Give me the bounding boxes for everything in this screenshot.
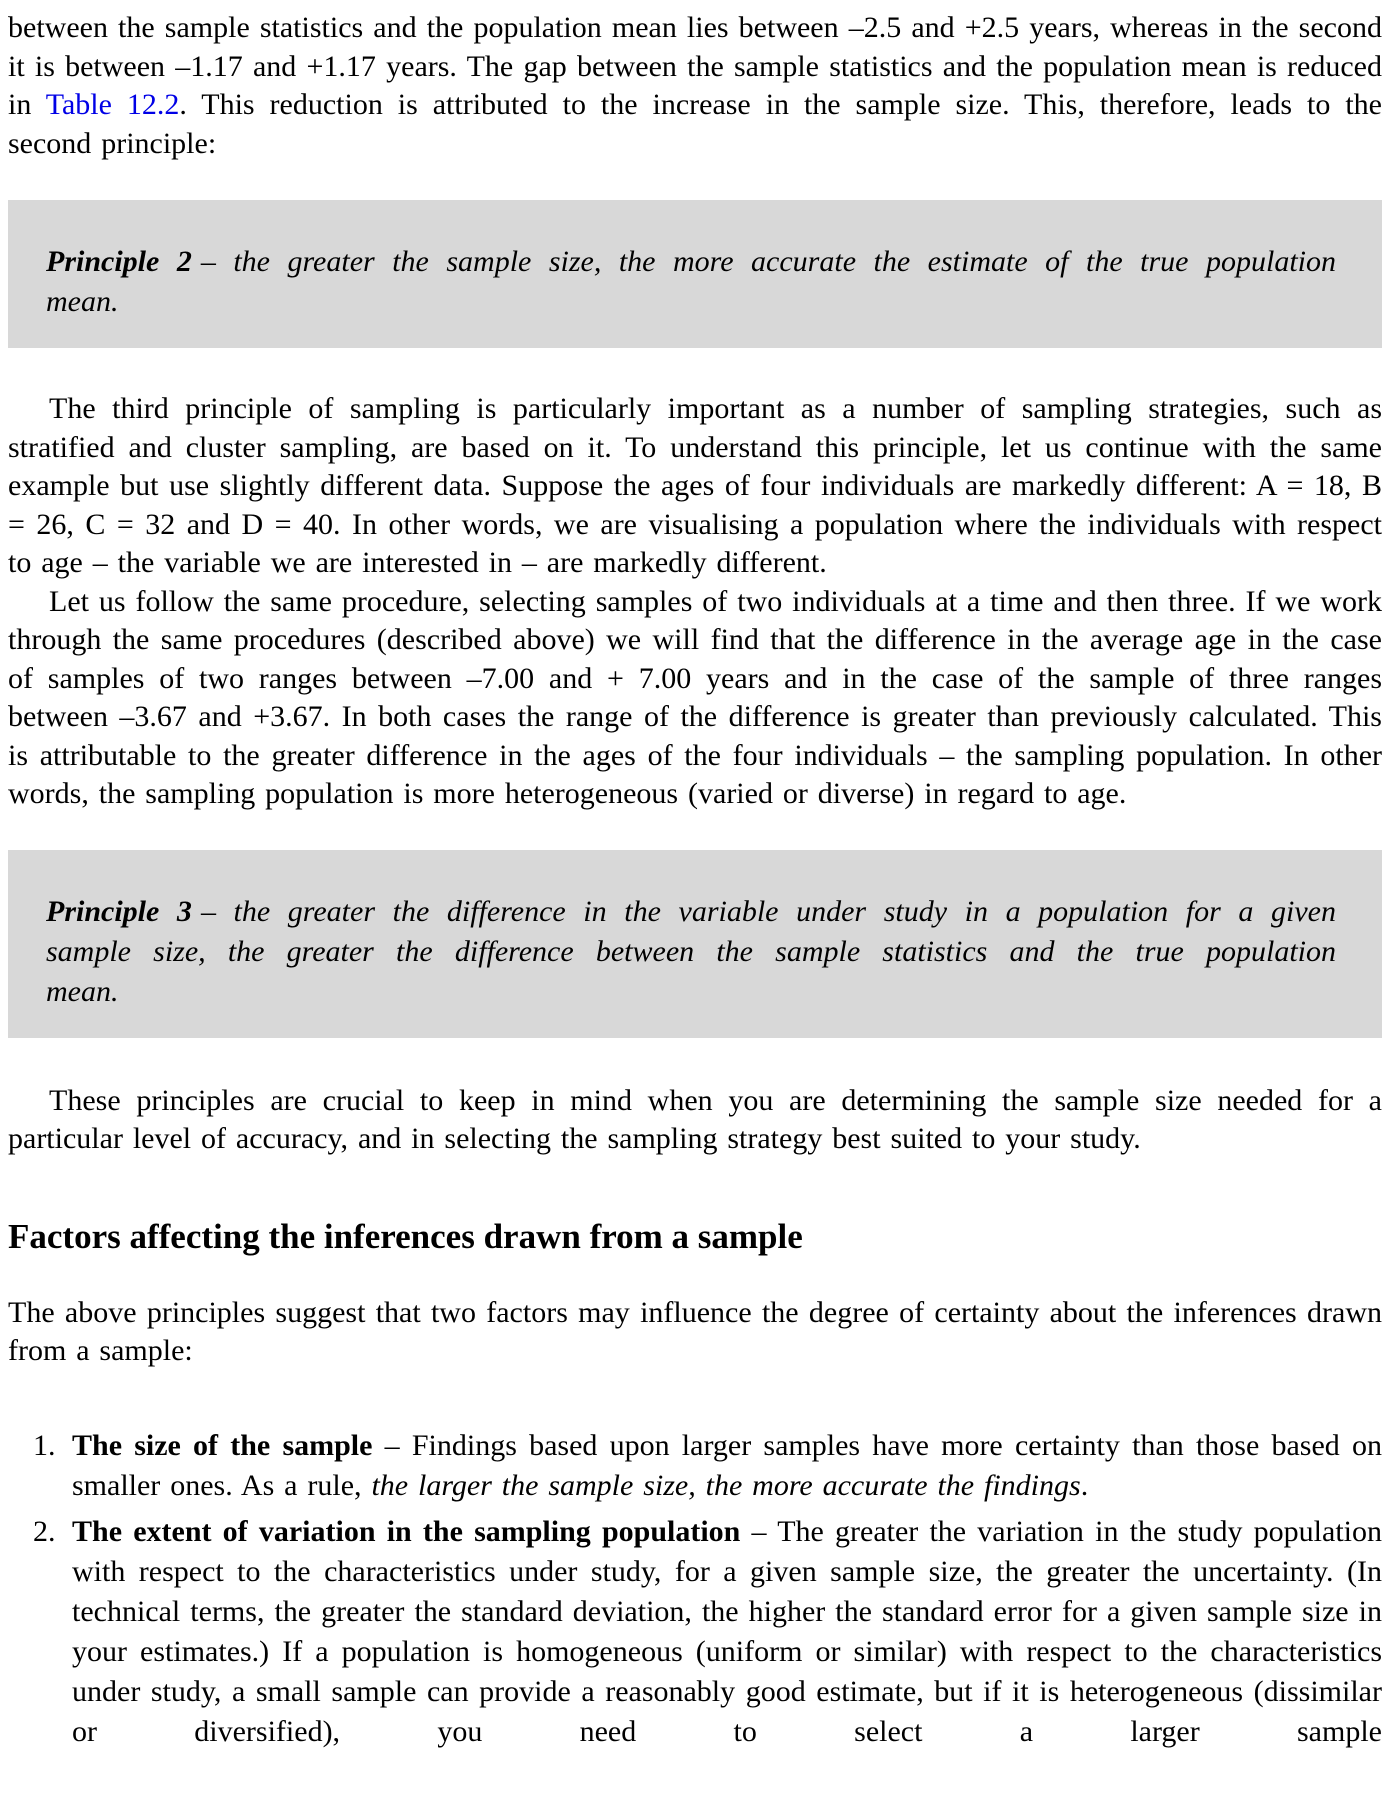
- list-item-1-term: The size of the sample: [72, 1428, 373, 1462]
- paragraph-1-text-before-link: between the sample statistics and the population mean lies between –2.5 and +2.5 years, whereas in the second it is between –1.17 and +1.17 years. The gap between the sample statistics and the population mean is reduced in: [8, 11, 1382, 121]
- list-item-variation: [33, 1512, 1382, 1752]
- list-item-1-end: .: [1080, 1468, 1089, 1502]
- paragraph-1-text-after-link: . This reduction is attributed to the increase in the sample size. This, therefore, leads to the second principle:: [8, 88, 1382, 160]
- principle-3-box: [8, 850, 1382, 1038]
- principle-3-label: Principle 3: [46, 894, 192, 928]
- paragraph-same-procedure: Let us follow the same procedure, selecting samples of two individuals at a time and then three. If we work through the same procedures (described above) we will find that the difference in the average age in the case of samples of two ranges between –7.00 and + 7.00 years and in the case of the sample of three ranges between –3.67 and +3.67. In both cases the range of the difference is greater than previously calculated. This is attributable to the greater difference in the ages of the four individuals – the sampling population. In other words, the sampling population is more heterogeneous (varied or diverse) in regard to age.: [8, 584, 1382, 810]
- paragraph-continuation: [8, 9, 1382, 163]
- list-item-sample-size: [33, 1426, 1382, 1506]
- list-item-1-text: [72, 1426, 1382, 1506]
- paragraph-two-factors: The above principles suggest that two factors may influence the degree of certainty about the inferences drawn from a sample:: [8, 1295, 1382, 1367]
- list-item-1-number: 1.: [33, 1428, 56, 1462]
- paragraph-third-principle: The third principle of sampling is particularly important as a number of sampling strategies, such as stratified and cluster sampling, are based on it. To understand this principle, let us continue with the same example but use slightly different data. Suppose the ages of four individuals are markedly different: A = 18, B = 26, C = 32 and D = 40. In other words, we are visualising a population where the individuals with respect to age – the variable we are interested in – are markedly different.: [8, 392, 1382, 579]
- list-item-1-body: – Findings based upon larger samples have more certainty than those based on smaller ones. As a rule,: [72, 1428, 1382, 1502]
- list-item-1-italic: the larger the sample size, the more accurate the findings: [371, 1468, 1081, 1502]
- list-item-2-body: – The greater the variation in the study population with respect to the characteristics under study, for a given sample size, the greater the uncertainty. (In technical terms, the greater the standard deviation, the higher the standard error for a given sample size in your estimates.) If a population is homogeneous (uniform or similar) with respect to the characteristics under study, a small sample can provide a reasonably good estimate, but if it is heterogeneous (dissimilar or diversified), you need to select a larger sample: [72, 1514, 1382, 1748]
- principle-2-text: – the greater the sample size, the more accurate the estimate of the true population mean.: [46, 245, 1336, 318]
- paragraph-these-principles: These principles are crucial to keep in mind when you are determining the sample size needed for a particular level of accuracy, and in selecting the sampling strategy best suited to your study.: [8, 1083, 1382, 1155]
- list-item-2-number: 2.: [33, 1514, 56, 1548]
- list-item-2-text: [72, 1512, 1382, 1752]
- principle-2-box: [8, 200, 1382, 348]
- principle-2-label: Principle 2: [46, 245, 192, 278]
- factors-list: [8, 1426, 1382, 1752]
- principle-3-text: – the greater the difference in the variable under study in a population for a given sample size, the greater the difference between the sample statistics and the true population mean.: [46, 894, 1336, 1008]
- section-heading: Factors affecting the inferences drawn from a sample: [8, 1216, 803, 1256]
- list-item-2-term: The extent of variation in the sampling population: [72, 1514, 741, 1548]
- table-12-2-link[interactable]: Table 12.2: [45, 88, 180, 121]
